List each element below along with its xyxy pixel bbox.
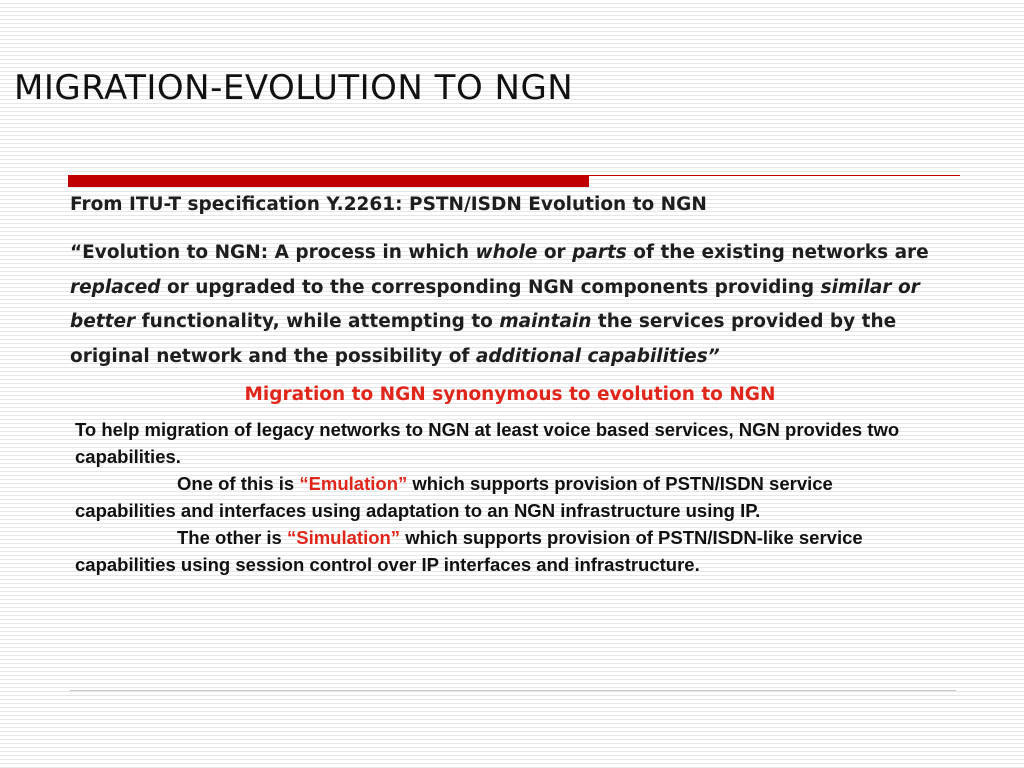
definition-text: or [537,242,573,263]
bottom-divider [70,690,956,691]
definition-emphasis: additional capabilities” [475,345,720,367]
definition-emphasis: whole [475,242,538,263]
simulation-description: which supports provision of PSTN/ISDN-like service capabilities using session control over IP interfaces and infrastructure. [75,527,863,575]
definition-text: the services provided by the original network and the possibility of [70,311,897,367]
evolution-definition [70,236,950,374]
simulation-term: “Simulation” [287,527,401,548]
simulation-prefix: The other is [177,527,287,548]
title-accent-line [589,175,960,176]
definition-emphasis: parts [572,242,627,263]
migration-heading: Migration to NGN synonymous to evolution to NGN [244,384,776,405]
definition-emphasis: replaced [70,276,161,298]
slide-content [70,190,950,578]
definition-text: or upgraded to the corresponding NGN components providing [160,276,821,298]
slide-title: MIGRATION-EVOLUTION TO NGN [14,68,574,108]
capabilities-intro: To help migration of legacy networks to NGN at least voice based services, NGN provides two capabilities. [75,419,900,467]
spec-reference: From ITU-T specification Y.2261: PSTN/ISDN Evolution to NGN [70,194,707,215]
capabilities-text [75,416,925,578]
definition-text: “Evolution to NGN: A process in which [70,242,476,263]
definition-emphasis: similar or better [70,276,920,332]
definition-text: functionality, while attempting to [135,311,500,332]
definition-text: of the existing networks are [626,242,929,263]
emulation-term: “Emulation” [299,473,408,494]
title-accent-bar [68,175,589,187]
emulation-prefix: One of this is [177,473,300,494]
definition-emphasis: maintain [499,311,592,332]
emulation-description: which supports provision of PSTN/ISDN service capabilities and interfaces using adaptation to an NGN infrastructure using IP. [75,473,833,521]
